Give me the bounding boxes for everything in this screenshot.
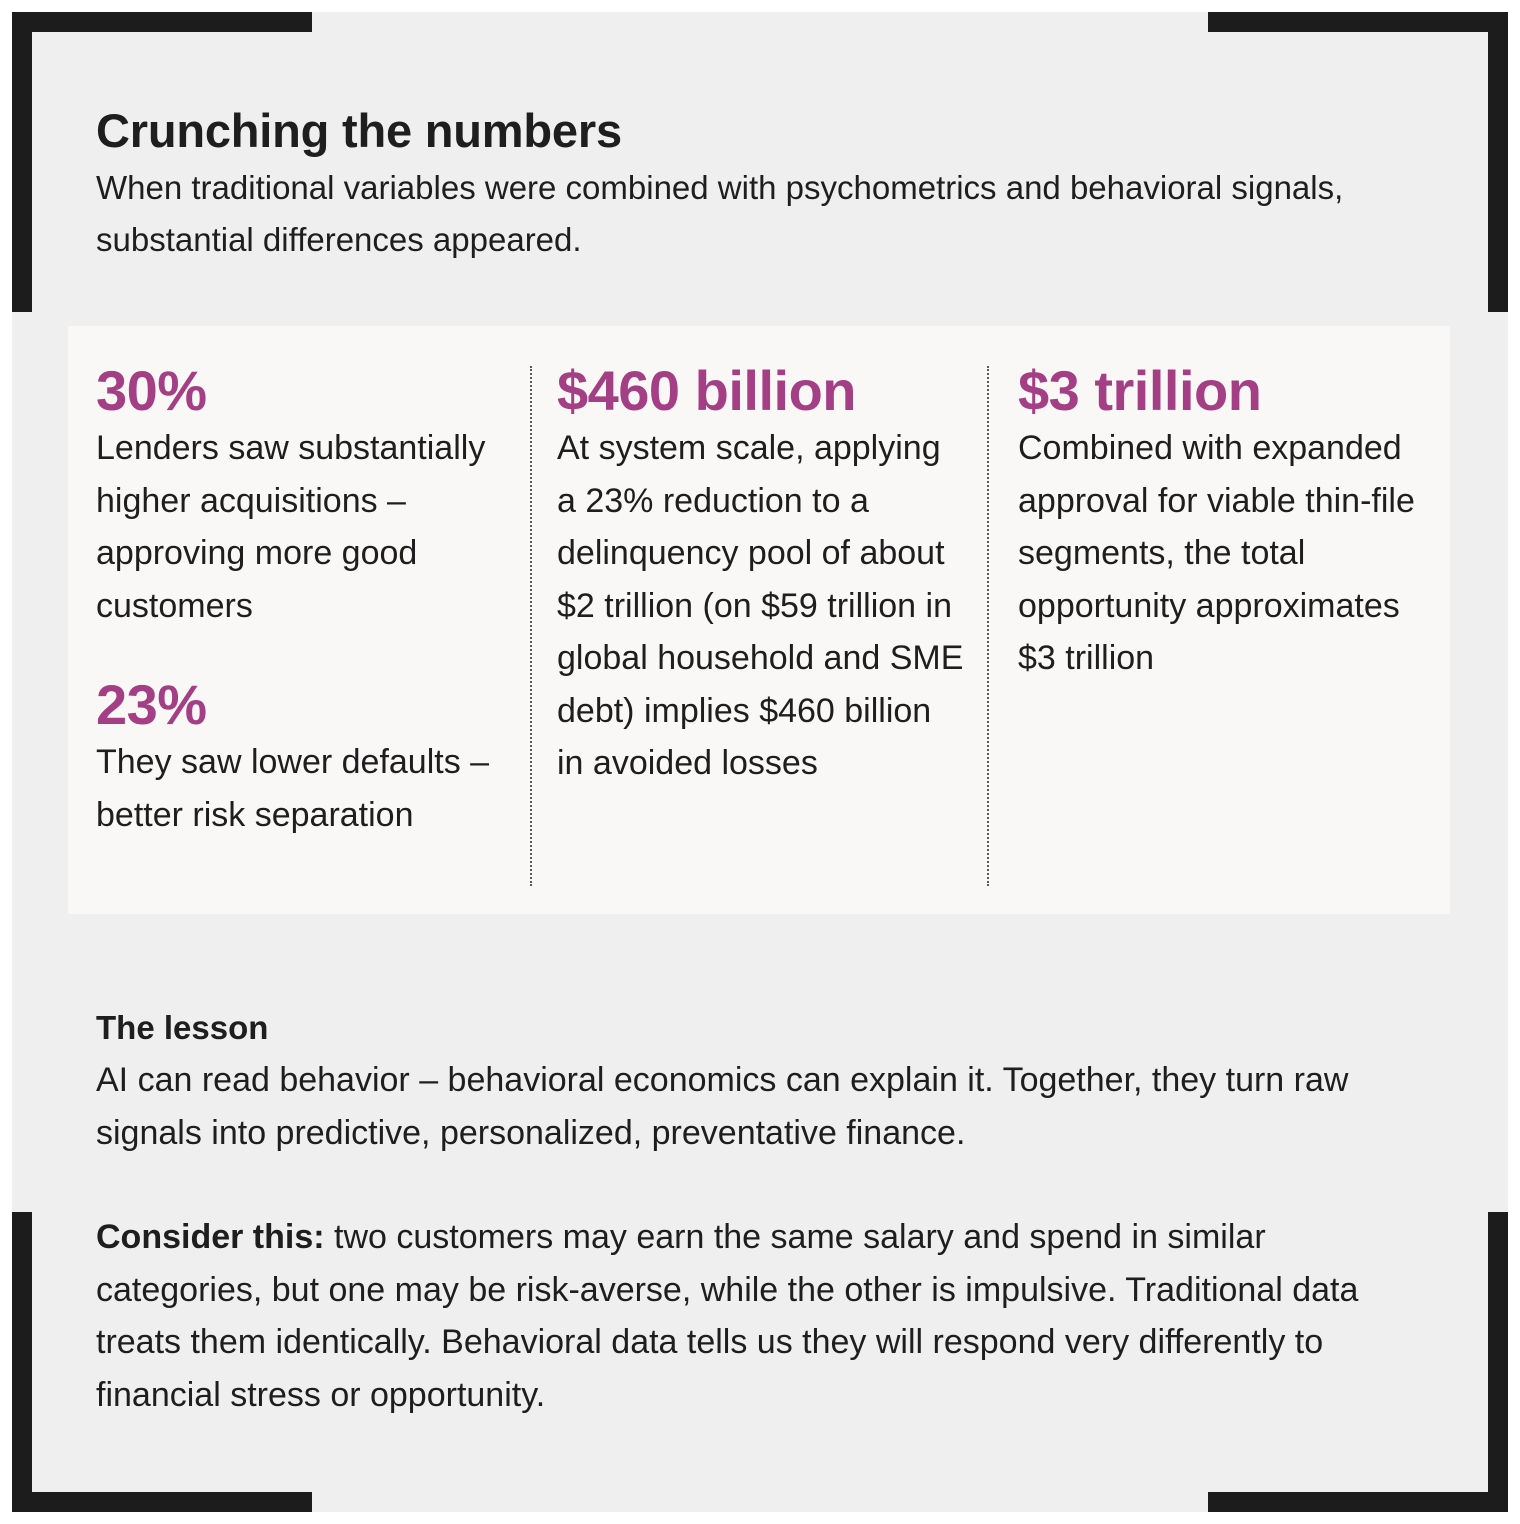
corner-bracket-top-right-horizontal [1208,12,1508,32]
page-title: Crunching the numbers [96,104,622,157]
stat-defaults-text: They saw lower defaults – better risk separation [96,743,490,834]
stat-defaults-value: 23% [96,673,207,736]
column-divider [987,366,989,886]
stat-avoided-losses-text: At system scale, applying a 23% reduction to a delinquency pool of about $2 trillion (on $59 trillion in global household and SME debt) implies $460 billion in avoided losses [557,429,964,782]
consider-label: Consider this: [96,1218,325,1256]
stat-total-opportunity-value: $3 trillion [1018,359,1262,422]
stat-acquisitions-value: 30% [96,359,207,422]
page-subtitle: When traditional variables were combined with psychometrics and behavioral signals, substantial differences appeared. [96,169,1344,258]
stats-column-right [1018,360,1428,685]
corner-bracket-top-right-vertical [1488,12,1508,312]
corner-bracket-top-left-horizontal [12,12,312,32]
consider-text: two customers may earn the same salary and spend in similar categories, but one may be risk-averse, while the other is impulsive. Traditional data treats them identically. Behavioral data tells us they will respond very differently to financial stress or opportunity. [96,1218,1359,1414]
lesson-heading: The lesson [96,1009,269,1046]
stats-column-middle [557,360,967,790]
corner-bracket-bottom-right-horizontal [1208,1492,1508,1512]
stats-column-left [96,360,516,841]
corner-bracket-bottom-left-horizontal [12,1492,312,1512]
lesson-text: AI can read behavior – behavioral economics can explain it. Together, they turn raw signals into predictive, personalized, preventative finance. [96,1061,1349,1152]
stats-box [68,326,1450,914]
corner-bracket-bottom-left-vertical [12,1212,32,1512]
stat-avoided-losses-value: $460 billion [557,359,856,422]
corner-bracket-bottom-right-vertical [1488,1212,1508,1512]
column-divider [530,366,532,886]
stat-total-opportunity-text: Combined with expanded approval for viable thin-file segments, the total opportunity approximates $3 trillion [1018,429,1415,677]
consider-paragraph [96,1211,1436,1421]
stat-acquisitions-text: Lenders saw substantially higher acquisitions – approving more good customers [96,429,486,625]
corner-bracket-top-left-vertical [12,12,32,312]
